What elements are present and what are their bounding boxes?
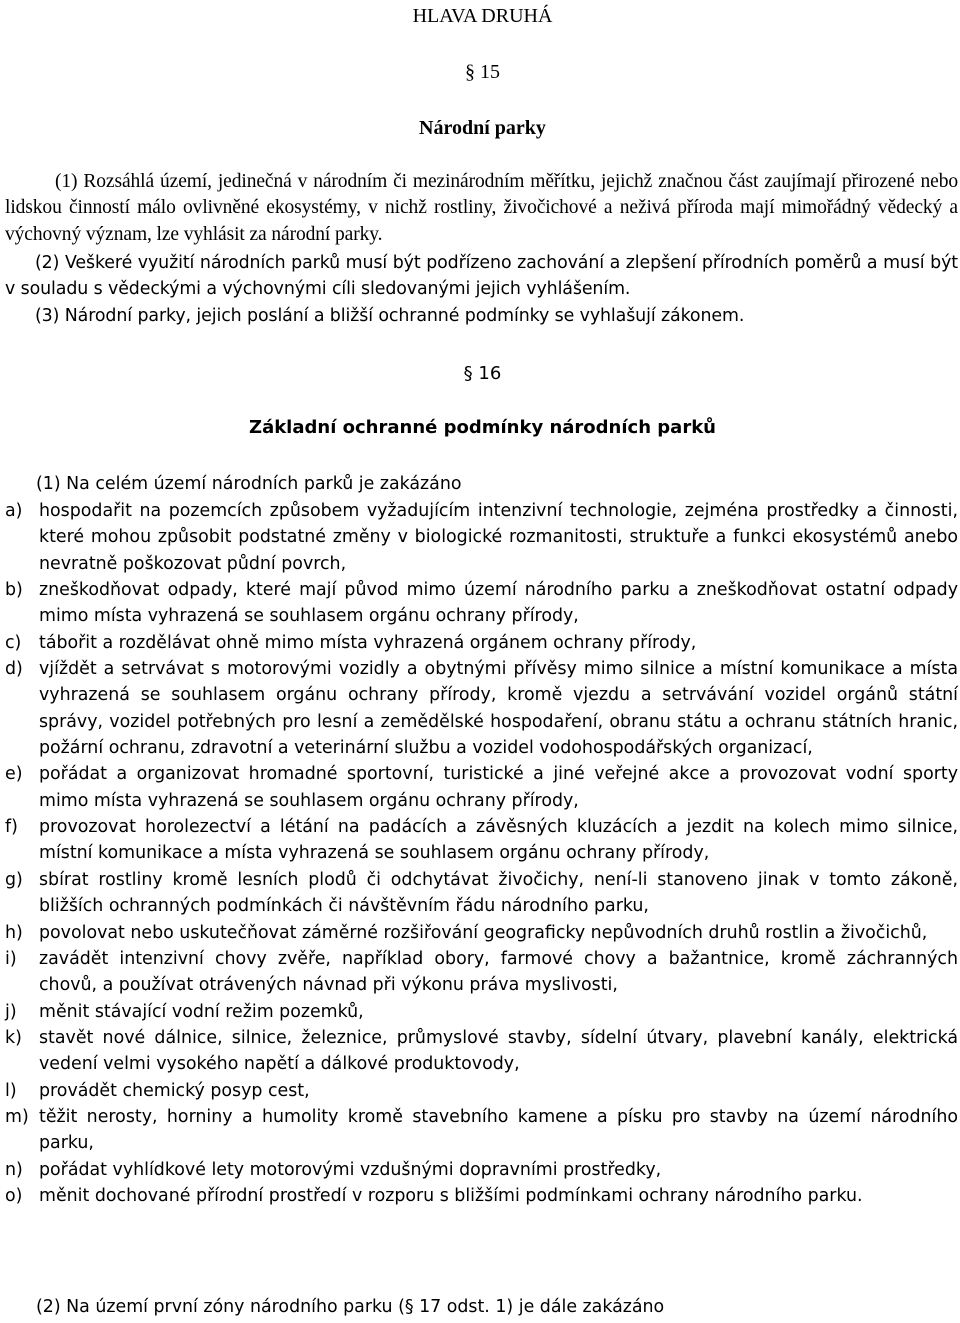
list-item — [5, 630, 958, 656]
list-marker: m) — [5, 1106, 29, 1127]
list-marker: d) — [5, 659, 23, 680]
list-item-text: pořádat vyhlídkové lety motorovými vzdušnými dopravními prostředky, — [39, 1159, 662, 1180]
list-item-text: sbírat rostliny kromě lesních plodů či odchytávat živočichy, není-li stanoveno jinak v tomto zákoně, bližších ochranných podmínkách či návštěvním řádu národního parku, — [39, 869, 958, 917]
list-marker: h) — [5, 922, 23, 943]
list-item-text: povolovat nebo uskutečňovat záměrné rozšiřování geograficky nepůvodních druhů rostlin a živočichů, — [39, 922, 928, 943]
section-15-paragraph-1: (1) Rozsáhlá území, jedinečná v národním či mezinárodním měřítku, jejichž značnou část zaujímají přirozené nebo lidskou činností málo ovlivněné ekosystémy, v nichž rostliny, živočichové a neživá příroda mají mimořádný vědecký a výchovný význam, lze vyhlásit za národní parky. — [5, 171, 958, 245]
list-marker: i) — [5, 948, 17, 969]
section-15-number: § 15 — [465, 61, 500, 83]
list-item — [5, 1078, 958, 1104]
list-item-text: zavádět intenzivní chovy zvěře, například obory, farmové chovy a bažantnice, kromě záchranných chovů, a používat otrávených návnad při výkonu práva myslivosti, — [39, 948, 958, 996]
list-marker: f) — [5, 817, 18, 838]
list-item — [5, 498, 958, 577]
list-item — [5, 761, 958, 814]
section-15-paragraph-2: (2) Veškeré využití národních parků musí být podřízeno zachování a zlepšení přírodních poměrů a musí být v souladu s vědeckými a výchovnými cíli sledovanými jejich vyhlášením. — [5, 253, 958, 300]
list-marker: n) — [5, 1159, 23, 1180]
section-15-paragraph-3: (3) Národní parky, jejich poslání a bližší ochranné podmínky se vyhlašují zákonem. — [35, 306, 745, 326]
list-marker: j) — [5, 1001, 17, 1022]
list-marker: o) — [5, 1185, 23, 1206]
list-item-text: tábořit a rozdělávat ohně mimo místa vyhrazená orgánem ochrany přírody, — [39, 632, 697, 653]
list-item — [5, 656, 958, 761]
list-item-text: pořádat a organizovat hromadné sportovní, turistické a jiné veřejné akce a provozovat vodní sporty mimo místa vyhrazená se souhlasem orgánu ochrany přírody, — [39, 764, 958, 811]
list-item-text: zneškodňovat odpady, které mají původ mimo území národního parku a zneškodňovat ostatní odpady mimo místa vyhrazená se souhlasem orgánu ochrany přírody, — [39, 580, 958, 627]
list-marker: k) — [5, 1027, 22, 1048]
list-item-text: provádět chemický posyp cest, — [39, 1080, 310, 1101]
list-item — [5, 1157, 958, 1183]
section-16-intro: (1) Na celém území národních parků je zakázáno — [36, 474, 462, 494]
list-item-text: hospodařit na pozemcích způsobem vyžadujícím intenzivní technologie, zejména prostředky a činnosti, které mohou způsobit podstatné změny v biologické rozmanitosti, struktuře a funkci ekosystémů anebo nevratně poškozovat půdní povrch, — [39, 501, 958, 574]
list-item-text: měnit dochované přírodní prostředí v rozporu s bližšími podmínkami ochrany národního parku. — [39, 1185, 863, 1206]
list-marker: l) — [5, 1080, 17, 1101]
list-item — [5, 814, 958, 867]
prohibition-list — [5, 498, 958, 1209]
list-marker: e) — [5, 764, 23, 785]
list-item-text: měnit stávající vodní režim pozemků, — [39, 1001, 364, 1022]
chapter-heading: HLAVA DRUHÁ — [412, 5, 553, 27]
list-item — [5, 867, 958, 920]
list-marker: a) — [5, 501, 23, 521]
list-item — [5, 999, 958, 1025]
list-item-text: těžit nerosty, horniny a humolity kromě stavebního kamene a písku pro stavby na území národního parku, — [39, 1106, 958, 1154]
list-item — [5, 946, 958, 999]
section-16-number: § 16 — [463, 363, 502, 384]
section-16-title: Základní ochranné podmínky národních parků — [249, 417, 716, 438]
list-item — [5, 1104, 958, 1157]
list-item — [5, 920, 958, 946]
list-marker: c) — [5, 632, 22, 653]
list-item — [5, 1025, 958, 1078]
list-item-text: provozovat horolezectví a létání na padácích a závěsných kluzácích a jezdit na kolech mimo silnice, místní komunikace a místa vyhrazená se souhlasem orgánu ochrany přírody, — [39, 817, 958, 864]
list-item — [5, 1183, 958, 1209]
list-marker: g) — [5, 869, 23, 890]
list-marker: b) — [5, 580, 23, 601]
list-item-text: vjíždět a setrvávat s motorovými vozidly a obytnými přívěsy mimo silnice a místní komunikace a místa vyhrazená se souhlasem orgánu ochrany přírody, kromě vjezdu a setrvávání vozidel orgánů státní správy, vozidel potřebných pro lesní a zemědělské hospodaření, obranu státu a ochranu státních hranic, požární ochranu, zdravotní a veterinární službu a vozidel vodohospodářských organizací, — [39, 659, 958, 759]
section-16-paragraph-2: (2) Na území první zóny národního parku (§ 17 odst. 1) je dále zakázáno — [36, 1297, 665, 1317]
list-item-text: stavět nové dálnice, silnice, železnice, průmyslové stavby, sídelní útvary, plavební kanály, elektrická vedení velmi vysokého napětí a dálkové produktovody, — [39, 1027, 958, 1075]
section-15-title: Národní parky — [419, 117, 546, 139]
list-item — [5, 577, 958, 630]
